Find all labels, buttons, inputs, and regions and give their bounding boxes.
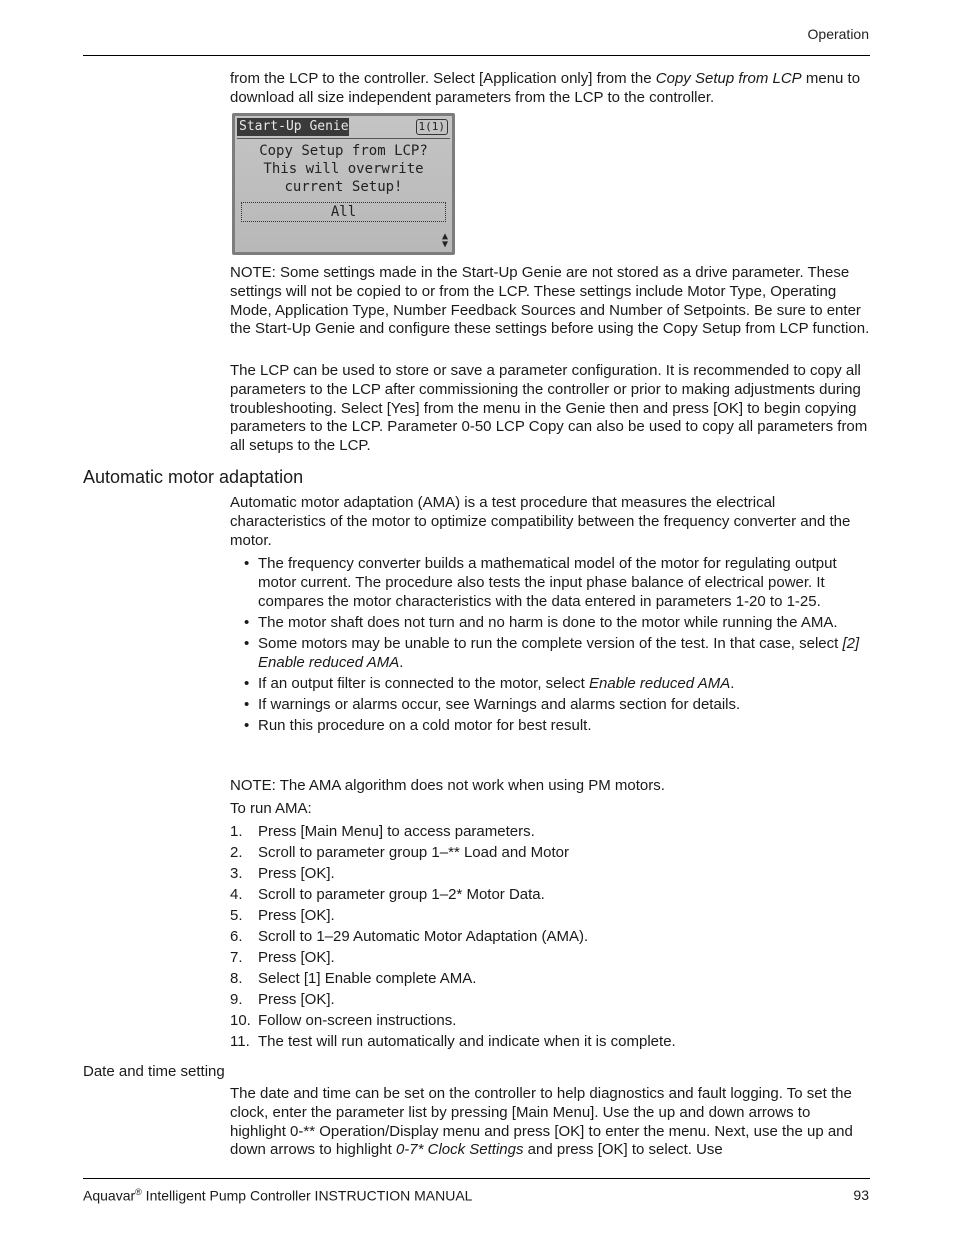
lcp-screen bbox=[235, 116, 452, 252]
note-label: NOTE: bbox=[230, 264, 276, 281]
section-heading-date-time: Date and time setting bbox=[83, 1063, 225, 1080]
lcp-line-2: This will overwrite bbox=[263, 161, 424, 177]
section-heading-ama: Automatic motor adaptation bbox=[83, 467, 304, 487]
list-item: • Some motors may be unable to run the complete version of the test. In that case, select [2] Enable reduced AMA. bbox=[230, 635, 870, 673]
list-item: • If warnings or alarms occur, see Warnings and alarms section for details. bbox=[230, 696, 870, 715]
step-text: Press [OK]. bbox=[258, 991, 335, 1008]
list-item: • Run this procedure on a cold motor for best result. bbox=[230, 717, 870, 736]
lcp-setup-indicator: 1(1) bbox=[416, 119, 449, 135]
page-number: 93 bbox=[853, 1187, 869, 1203]
footer-rule bbox=[83, 1178, 870, 1179]
ama-steps-list bbox=[230, 823, 870, 1054]
note-genie-settings: NOTE: Some settings made in the Start-Up Genie are not stored as a drive parameter. These settings will not be copied to or from the LCP. These settings include Motor Type, Operating Mode, Application Type, Number Feedback Sources and Number of Setpoints. Be sure to enter the Start-Up Genie and configure these settings before using the Copy Setup from LCP function. bbox=[230, 264, 870, 338]
lcp-selected-option: All bbox=[241, 202, 446, 222]
step-text: The test will run automatically and indicate when it is complete. bbox=[258, 1033, 676, 1050]
step-number: 2. bbox=[230, 844, 243, 861]
lcp-title: Start-Up Genie bbox=[239, 119, 349, 134]
footer-manual-title: Aquavar® Intelligent Pump Controller INSTRUCTION MANUAL bbox=[83, 1187, 473, 1204]
step-text: Press [Main Menu] to access parameters. bbox=[258, 823, 535, 840]
list-item: • The motor shaft does not turn and no harm is done to the motor while running the AMA. bbox=[230, 614, 870, 633]
up-down-arrows-icon: ▲ ▼ bbox=[441, 231, 448, 250]
step-text: Press [OK]. bbox=[258, 949, 335, 966]
ama-bullet-list bbox=[230, 555, 870, 739]
list-item bbox=[230, 1012, 870, 1033]
list-item bbox=[230, 823, 870, 844]
step-number: 10. bbox=[230, 1012, 251, 1029]
step-number: 3. bbox=[230, 865, 243, 882]
to-run-ama-label: To run AMA: bbox=[230, 800, 312, 817]
step-text: Scroll to parameter group 1–2* Motor Data. bbox=[258, 886, 545, 903]
list-item: • The frequency converter builds a mathematical model of the motor for regulating output motor current. The procedure also tests the input phase balance of electrical power. It compares the motor characteristics with the data entered in parameters 1-20 to 1-25. bbox=[230, 555, 870, 611]
step-number: 5. bbox=[230, 907, 243, 924]
lcp-store-paragraph: The LCP can be used to store or save a parameter configuration. It is recommended to copy all parameters to the LCP after commissioning the controller or prior to making adjustments during troubleshooting. Select [Yes] from the menu in the Genie then and press [OK] to begin copying parameters to the LCP. Parameter 0-50 LCP Copy can also be used to copy all parameters from all setups to the LCP. bbox=[230, 362, 868, 455]
lcp-title-divider bbox=[237, 138, 450, 139]
list-item bbox=[230, 865, 870, 886]
running-header: Operation bbox=[807, 26, 869, 42]
list-item bbox=[230, 928, 870, 949]
ama-pm-note: NOTE: The AMA algorithm does not work when using PM motors. bbox=[230, 777, 665, 794]
step-number: 11. bbox=[230, 1033, 250, 1050]
date-time-paragraph: The date and time can be set on the controller to help diagnostics and fault logging. To set the clock, enter the parameter list by pressing [Main Menu]. Use the up and down arrows to highlight 0-** Operation/Display menu and press [OK] to enter the menu. Next, use the up and down arrows to highlight 0-7* Clock Settings and press [OK] to select. Use bbox=[230, 1085, 853, 1159]
step-number: 6. bbox=[230, 928, 243, 945]
step-text: Press [OK]. bbox=[258, 865, 335, 882]
intro-paragraph: from the LCP to the controller. Select [Application only] from the Copy Setup from LCP menu to download all size independent parameters from the LCP to the controller. bbox=[230, 70, 861, 106]
list-item bbox=[230, 1033, 870, 1054]
header-rule bbox=[83, 55, 870, 56]
lcp-line-3: current Setup! bbox=[284, 179, 403, 195]
list-item bbox=[230, 949, 870, 970]
step-text: Scroll to 1–29 Automatic Motor Adaptation (AMA). bbox=[258, 928, 589, 945]
ama-intro: Automatic motor adaptation (AMA) is a test procedure that measures the electrical characteristics of the motor to optimize compatibility between the frequency converter and the motor. bbox=[230, 494, 851, 549]
step-text: Scroll to parameter group 1–** Load and Motor bbox=[258, 844, 570, 861]
step-number: 1. bbox=[230, 823, 243, 840]
list-item bbox=[230, 907, 870, 928]
step-number: 9. bbox=[230, 991, 243, 1008]
step-number: 8. bbox=[230, 970, 243, 987]
list-item bbox=[230, 970, 870, 991]
list-item bbox=[230, 886, 870, 907]
lcp-line-1: Copy Setup from LCP? bbox=[259, 143, 428, 159]
step-text: Follow on-screen instructions. bbox=[258, 1012, 457, 1029]
list-item bbox=[230, 991, 870, 1012]
list-item bbox=[230, 844, 870, 865]
step-text: Select [1] Enable complete AMA. bbox=[258, 970, 477, 987]
list-item: • If an output filter is connected to the motor, select Enable reduced AMA. bbox=[230, 675, 870, 694]
step-number: 7. bbox=[230, 949, 243, 966]
step-number: 4. bbox=[230, 886, 243, 903]
step-text: Press [OK]. bbox=[258, 907, 335, 924]
lcp-display-image bbox=[232, 113, 455, 255]
